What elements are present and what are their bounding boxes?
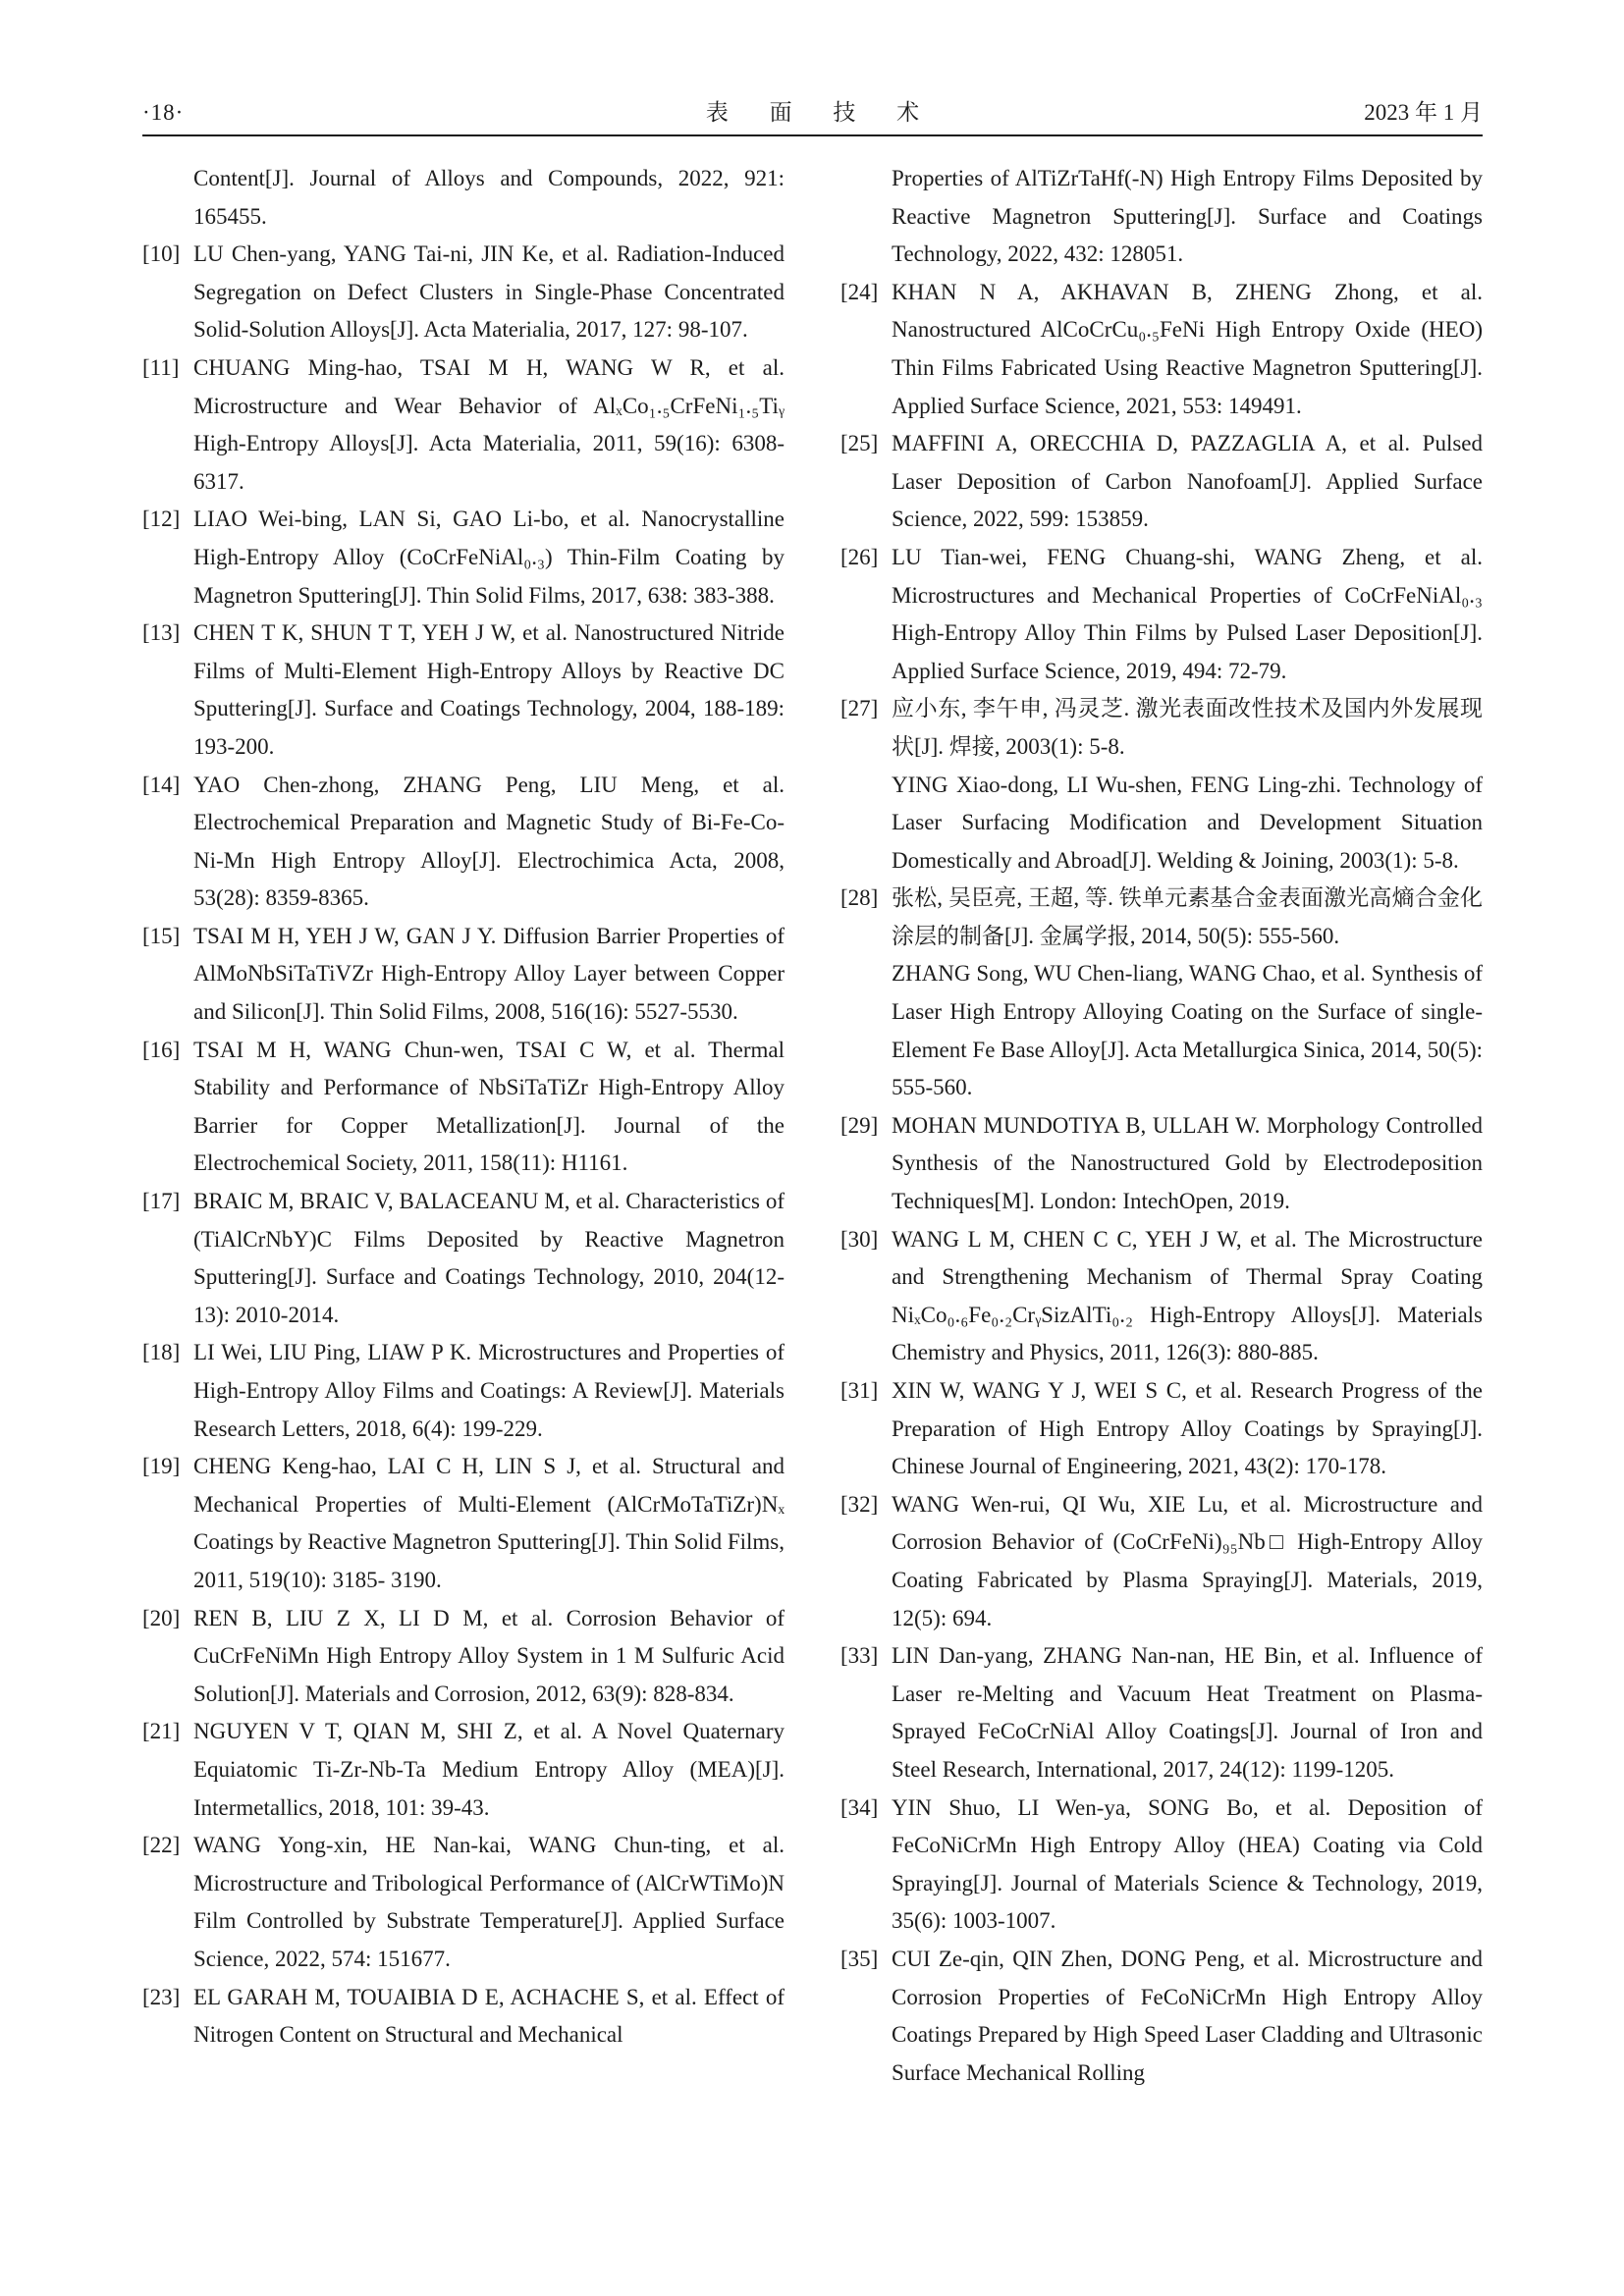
reference-entry [142,1713,785,1827]
reference-number: [18] [142,1340,181,1365]
reference-body [892,160,1483,274]
reference-entry [142,349,785,501]
reference-text: MAFFINI A, ORECCHIA D, PAZZAGLIA A, et al. Pulsed Laser Deposition of Carbon Nanofoam[J]. Applied Surface Science, 2022, 599: 153859. [892,431,1483,532]
reference-text: XIN W, WANG Y J, WEI S C, et al. Research Progress of the Preparation of High Entropy Alloy Coatings by Spraying[J]. Chinese Journal of Engineering, 2021, 43(2): 170-178. [892,1378,1483,1479]
reference-text: LU Chen-yang, YANG Tai-ni, JIN Ke, et al. Radiation-Induced Segregation on Defect Clusters in Single-Phase Concentrated Solid-Solution Alloys[J]. Acta Materialia, 2017, 127: 98-107. [193,241,785,343]
reference-number: [11] [142,354,180,380]
reference-number: [14] [142,772,181,797]
reference-number: [23] [142,1984,181,2009]
reference-entry [142,1183,785,1334]
reference-text: WANG L M, CHEN C C, YEH J W, et al. The Microstructure and Strengthening Mechanism of Thermal Spray Coating NiₓCo₀.₆Fe₀.₂CrᵧSizAlTi₀.₂ High-Entropy Alloys[J]. Materials Chemistry and Physics, 2011, 126(3): 880-885. [892,1226,1483,1365]
reference-text: CUI Ze-qin, QIN Zhen, DONG Peng, et al. Microstructure and Corrosion Properties of FeCoNiCrMn High Entropy Alloy Coatings Prepared by High Speed Laser Cladding and Ultrasonic Surface Mechanical Rolling [892,1946,1483,2085]
reference-number: [29] [840,1112,879,1138]
reference-entry [142,1032,785,1183]
reference-entry [142,236,785,349]
reference-text: BRAIC M, BRAIC V, BALACEANU M, et al. Characteristics of (TiAlCrNbY)C Films Deposited by Reactive Magnetron Sputtering[J]. Surface and Coatings Technology, 2010, 204(12-13): 2010-2014. [193,1189,785,1327]
reference-entry [142,918,785,1032]
left-column [142,160,785,2092]
reference-number: [30] [840,1226,879,1252]
reference-number: [26] [840,544,879,569]
reference-entry [142,614,785,766]
reference-entry [840,690,1483,880]
reference-number: [17] [142,1189,181,1214]
reference-number: [24] [840,279,879,304]
reference-text: REN B, LIU Z X, LI D M, et al. Corrosion Behavior of CuCrFeNiMn High Entropy Alloy System in 1 M Sulfuric Acid Solution[J]. Materials and Corrosion, 2012, 63(9): 828-834. [193,1605,785,1706]
reference-body [892,880,1483,1107]
reference-body [892,1372,1483,1486]
reference-body [193,1032,785,1183]
reference-body [193,1183,785,1334]
reference-entry [840,425,1483,539]
reference-number: [10] [142,241,181,267]
reference-entry [840,1789,1483,1941]
reference-entry [840,1941,1483,2092]
reference-entry [142,1334,785,1448]
reference-entry [142,767,785,918]
reference-entry [840,160,1483,274]
reference-number: [25] [840,431,879,456]
reference-text: TSAI M H, YEH J W, GAN J Y. Diffusion Barrier Properties of AlMoNbSiTaTiVZr High-Entropy Alloy Layer between Copper and Silicon[J]. Thin Solid Films, 2008, 516(16): 5527-5530. [193,923,785,1025]
reference-text: KHAN N A, AKHAVAN B, ZHENG Zhong, et al. Nanostructured AlCoCrCu₀.₅FeNi High Entropy Oxide (HEO) Thin Films Fabricated Using Reactive Magnetron Sputtering[J]. Applied Surface Science, 2021, 553: 149491. [892,279,1483,418]
journal-title: 表 面 技 术 [705,100,920,125]
reference-body [892,1221,1483,1372]
reference-text: 应小东, 李午申, 冯灵芝. 激光表面改性技术及国内外发展现状[J]. 焊接, 2003(1): 5-8. [892,696,1483,759]
reference-body [892,1637,1483,1789]
page-header [142,94,1483,127]
reference-entry [142,1448,785,1599]
reference-body [193,160,785,236]
reference-body [193,1827,785,1978]
reference-number: [27] [840,696,879,721]
right-column [840,160,1483,2092]
reference-body [193,767,785,918]
reference-body [193,349,785,501]
reference-text: LI Wei, LIU Ping, LIAW P K. Microstructures and Properties of High-Entropy Alloy Films and Coatings: A Review[J]. Materials Research Letters, 2018, 6(4): 199-229. [193,1340,785,1441]
reference-text: Content[J]. Journal of Alloys and Compounds, 2022, 921: 165455. [193,166,785,229]
reference-body [193,501,785,614]
reference-number: [28] [840,885,879,911]
reference-number: [31] [840,1378,879,1403]
reference-entry [840,1486,1483,1637]
issue-date: 2023 年 1 月 [1364,100,1483,125]
references-section [142,160,1483,2092]
reference-text: 张松, 吴臣亮, 王超, 等. 铁单元素基合金表面激光高熵合金化涂层的制备[J]. 金属学报, 2014, 50(5): 555-560. [892,885,1483,948]
reference-entry [142,501,785,614]
reference-body [892,425,1483,539]
reference-entry [142,1979,785,2055]
reference-text: WANG Wen-rui, QI Wu, XIE Lu, et al. Microstructure and Corrosion Behavior of (CoCrFeNi)₉₅Nb□ High-Entropy Alloy Coating Fabricated by Plasma Spraying[J]. Materials, 2019, 12(5): 694. [892,1491,1483,1630]
reference-entry [840,1372,1483,1486]
reference-text: CHENG Keng-hao, LAI C H, LIN S J, et al. Structural and Mechanical Properties of Multi-Element (AlCrMoTaTiZr)Nₓ Coatings by Reactive Magnetron Sputtering[J]. Thin Solid Films, 2011, 519(10): 3185- 3190. [193,1454,785,1592]
reference-number: [19] [142,1454,181,1479]
reference-body [193,1334,785,1448]
reference-body [193,1979,785,2055]
reference-text: YIN Shuo, LI Wen-ya, SONG Bo, et al. Deposition of FeCoNiCrMn High Entropy Alloy (HEA) Coating via Cold Spraying[J]. Journal of Materials Science & Technology, 2019, 35(6): 1003-1007. [892,1794,1483,1934]
reference-number: [34] [840,1794,879,1820]
reference-number: [35] [840,1946,879,1971]
reference-body [892,1107,1483,1221]
reference-entry [142,160,785,236]
reference-text: EL GARAH M, TOUAIBIA D E, ACHACHE S, et al. Effect of Nitrogen Content on Structural and Mechanical [193,1984,785,2048]
reference-text: NGUYEN V T, QIAN M, SHI Z, et al. A Novel Quaternary Equiatomic Ti-Zr-Nb-Ta Medium Entropy Alloy (MEA)[J]. Intermetallics, 2018, 101: 39-43. [193,1719,785,1820]
reference-text: CHUANG Ming-hao, TSAI M H, WANG W R, et al. Microstructure and Wear Behavior of AlₓCo₁.₅CrFeNi₁.₅Tiᵧ High-Entropy Alloys[J]. Acta Materialia, 2011, 59(16): 6308-6317. [193,354,785,494]
page-number: ·18· [142,100,185,125]
reference-number: [12] [142,507,181,532]
reference-entry [840,274,1483,425]
reference-entry [840,539,1483,690]
reference-body [193,918,785,1032]
reference-number: [15] [142,923,181,948]
reference-number: [32] [840,1491,879,1517]
reference-text: WANG Yong-xin, HE Nan-kai, WANG Chun-ting, et al. Microstructure and Tribological Performance of (AlCrWTiMo)N Film Controlled by Substrate Temperature[J]. Applied Surface Science, 2022, 574: 151677. [193,1833,785,1971]
reference-body [892,274,1483,425]
reference-number: [13] [142,620,181,646]
reference-number: [21] [142,1719,181,1744]
reference-text: Properties of AlTiZrTaHf(-N) High Entropy Films Deposited by Reactive Magnetron Sputtering[J]. Surface and Coatings Technology, 2022, 432: 128051. [892,166,1483,267]
reference-body [193,614,785,766]
header-rule [142,134,1483,136]
reference-entry [840,1221,1483,1372]
reference-number: [20] [142,1605,181,1630]
reference-text: LU Tian-wei, FENG Chuang-shi, WANG Zheng, et al. Microstructures and Mechanical Properties of CoCrFeNiAl₀.₃ High-Entropy Alloy Thin Films by Pulsed Laser Deposition[J]. Applied Surface Science, 2019, 494: 72-79. [892,544,1483,683]
reference-body [892,539,1483,690]
reference-number: [16] [142,1037,181,1062]
reference-body [193,1713,785,1827]
reference-number: [22] [142,1833,181,1858]
reference-entry [840,1637,1483,1789]
reference-number: [33] [840,1643,879,1669]
reference-text: CHEN T K, SHUN T T, YEH J W, et al. Nanostructured Nitride Films of Multi-Element High-Entropy Alloys by Reactive DC Sputtering[J]. Surface and Coatings Technology, 2004, 188-189: 193-200. [193,620,785,759]
reference-text: LIN Dan-yang, ZHANG Nan-nan, HE Bin, et al. Influence of Laser re-Melting and Vacuum Heat Treatment on Plasma-Sprayed FeCoCrNiAl Alloy Coatings[J]. Journal of Iron and Steel Research, International, 2017, 24(12): 1199-1205. [892,1643,1483,1782]
reference-translation: YING Xiao-dong, LI Wu-shen, FENG Ling-zhi. Technology of Laser Surfacing Modification and Development Situation Domestically and Abroad[J]. Welding & Joining, 2003(1): 5-8. [892,772,1483,873]
reference-body [892,1789,1483,1941]
reference-text: MOHAN MUNDOTIYA B, ULLAH W. Morphology Controlled Synthesis of the Nanostructured Gold by Electrodeposition Techniques[M]. London: IntechOpen, 2019. [892,1112,1483,1214]
reference-text: YAO Chen-zhong, ZHANG Peng, LIU Meng, et al. Electrochemical Preparation and Magnetic Study of Bi-Fe-Co-Ni-Mn High Entropy Alloy[J]. Electrochimica Acta, 2008, 53(28): 8359-8365. [193,772,785,911]
reference-body [193,1600,785,1714]
reference-body [892,690,1483,880]
reference-text: LIAO Wei-bing, LAN Si, GAO Li-bo, et al. Nanocrystalline High-Entropy Alloy (CoCrFeNiAl₀.₃) Thin-Film Coating by Magnetron Sputtering[J]. Thin Solid Films, 2017, 638: 383-388. [193,507,785,608]
reference-translation: ZHANG Song, WU Chen-liang, WANG Chao, et al. Synthesis of Laser High Entropy Alloying Coating on the Surface of single-Element Fe Base Alloy[J]. Acta Metallurgica Sinica, 2014, 50(5): 555-560. [892,961,1483,1100]
reference-body [892,1941,1483,2092]
reference-entry [142,1827,785,1978]
reference-body [892,1486,1483,1637]
reference-entry [840,880,1483,1107]
reference-body [193,1448,785,1599]
reference-entry [840,1107,1483,1221]
reference-body [193,236,785,349]
reference-entry [142,1600,785,1714]
reference-text: TSAI M H, WANG Chun-wen, TSAI C W, et al. Thermal Stability and Performance of NbSiTaTiZr High-Entropy Alloy Barrier for Copper Metallization[J]. Journal of the Electrochemical Society, 2011, 158(11): H1161. [193,1037,785,1176]
